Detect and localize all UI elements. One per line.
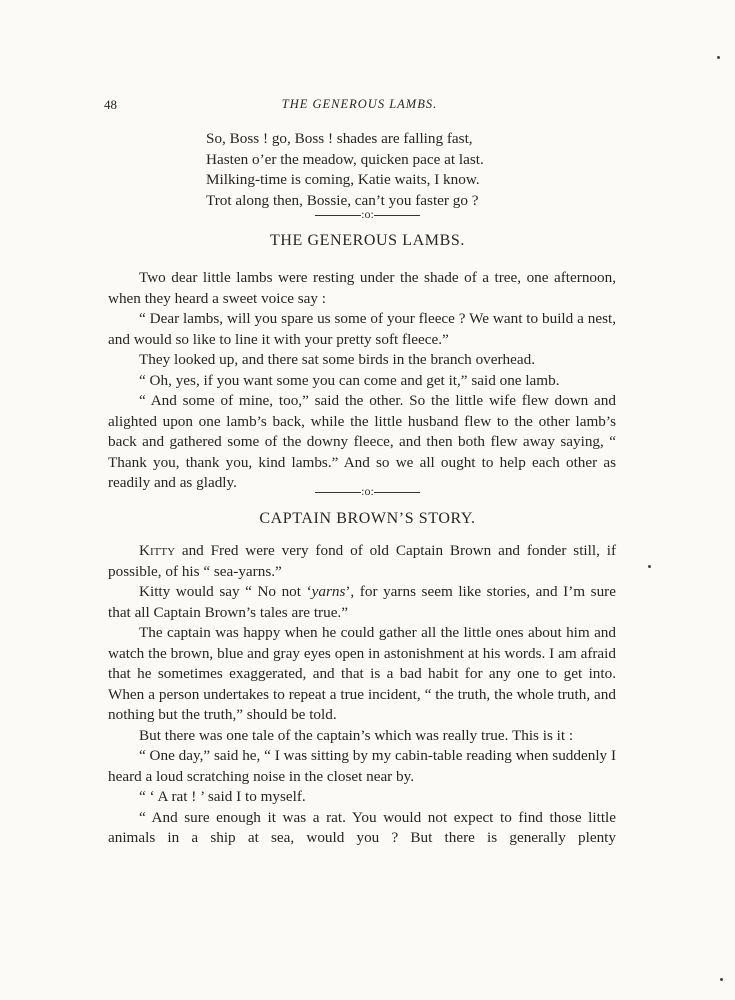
paragraph: “ And sure enough it was a rat. You would not expect to find those little animals in a ship at sea, would you ? But there is generally plenty bbox=[108, 808, 616, 846]
paragraph: “ Oh, yes, if you want some you can come and get it,” said one lamb. bbox=[139, 371, 560, 389]
section-divider bbox=[0, 207, 735, 222]
paragraph-text: ’, for yarns seem like stories, and I’m sure that all Captain Brown’s tales are true.” bbox=[108, 583, 616, 621]
emphasized-word: yarns bbox=[311, 583, 346, 600]
section-title-generous-lambs: THE GENEROUS LAMBS. bbox=[270, 232, 465, 249]
paragraph: But there was one tale of the captain’s which was really true. This is it : bbox=[139, 726, 574, 744]
paragraph: The captain was happy when he could gather all the little ones about him and watch the brown, blue and gray eyes open in astonishment at his words. I am afraid that he sometimes exaggerated, and that is a bad habit for any one to get into. When a person undertakes to repeat a true incident, “ the truth, the whole truth, and nothing but the truth,” should be told. bbox=[108, 624, 616, 723]
divider-rule bbox=[374, 215, 420, 216]
divider-ornament: :o: bbox=[361, 207, 374, 221]
section-title-captain-brown: CAPTAIN BROWN’S STORY. bbox=[259, 510, 476, 527]
paragraph bbox=[108, 582, 616, 623]
paragraph-text: Kitty would say “ No not ‘ bbox=[139, 583, 312, 600]
captain-brown-body bbox=[108, 541, 616, 849]
character-name: Kitty bbox=[139, 542, 176, 559]
paragraph: “ ‘ A rat ! ’ said I to myself. bbox=[139, 788, 306, 805]
divider-rule bbox=[374, 492, 420, 493]
page-number: 48 bbox=[104, 97, 117, 112]
page-header bbox=[104, 97, 615, 117]
running-head: THE GENEROUS LAMBS. bbox=[281, 97, 438, 111]
divider-ornament: :o: bbox=[361, 484, 374, 498]
generous-lambs-body bbox=[108, 268, 616, 494]
divider-rule bbox=[315, 492, 361, 493]
paragraph-text: and Fred were very fond of old Captain Brown and fonder still, if possible, of his “ sea-yarns.” bbox=[108, 542, 616, 580]
paragraph: “ Dear lambs, will you spare us some of your fleece ? We want to build a nest, and would so like to line it with your pretty soft fleece.” bbox=[108, 310, 616, 348]
paragraph: “ One day,” said he, “ I was sitting by my cabin-table reading when suddenly I heard a loud scratching noise in the closet near by. bbox=[108, 747, 616, 785]
paragraph bbox=[108, 541, 616, 582]
poem-line: So, Boss ! go, Boss ! shades are falling fast, bbox=[206, 130, 473, 147]
paragraph: Two dear little lambs were resting under the shade of a tree, one afternoon, when they heard a sweet voice say : bbox=[108, 269, 616, 307]
paragraph: They looked up, and there sat some birds in the branch overhead. bbox=[139, 351, 536, 368]
paper-speck bbox=[648, 565, 651, 568]
poem-stanza bbox=[206, 129, 484, 211]
poem-line: Trot along then, Bossie, can’t you faster go ? bbox=[206, 191, 479, 209]
poem-line: Milking-time is coming, Katie waits, I know. bbox=[206, 171, 480, 188]
poem-line: Hasten o’er the meadow, quicken pace at last. bbox=[206, 150, 484, 168]
divider-rule bbox=[315, 215, 361, 216]
paper-speck bbox=[717, 56, 720, 59]
section-divider bbox=[0, 484, 735, 499]
paper-speck bbox=[720, 978, 723, 981]
paragraph: “ And some of mine, too,” said the other. So the little wife flew down and alighted upon one lamb’s back, while the little husband flew to the other lamb’s back and gathered some of the downy fleece, and then both flew away saying, “ Thank you, thank you, kind lambs.” And so we all ought to help each other as readily and as gladly. bbox=[108, 392, 616, 491]
